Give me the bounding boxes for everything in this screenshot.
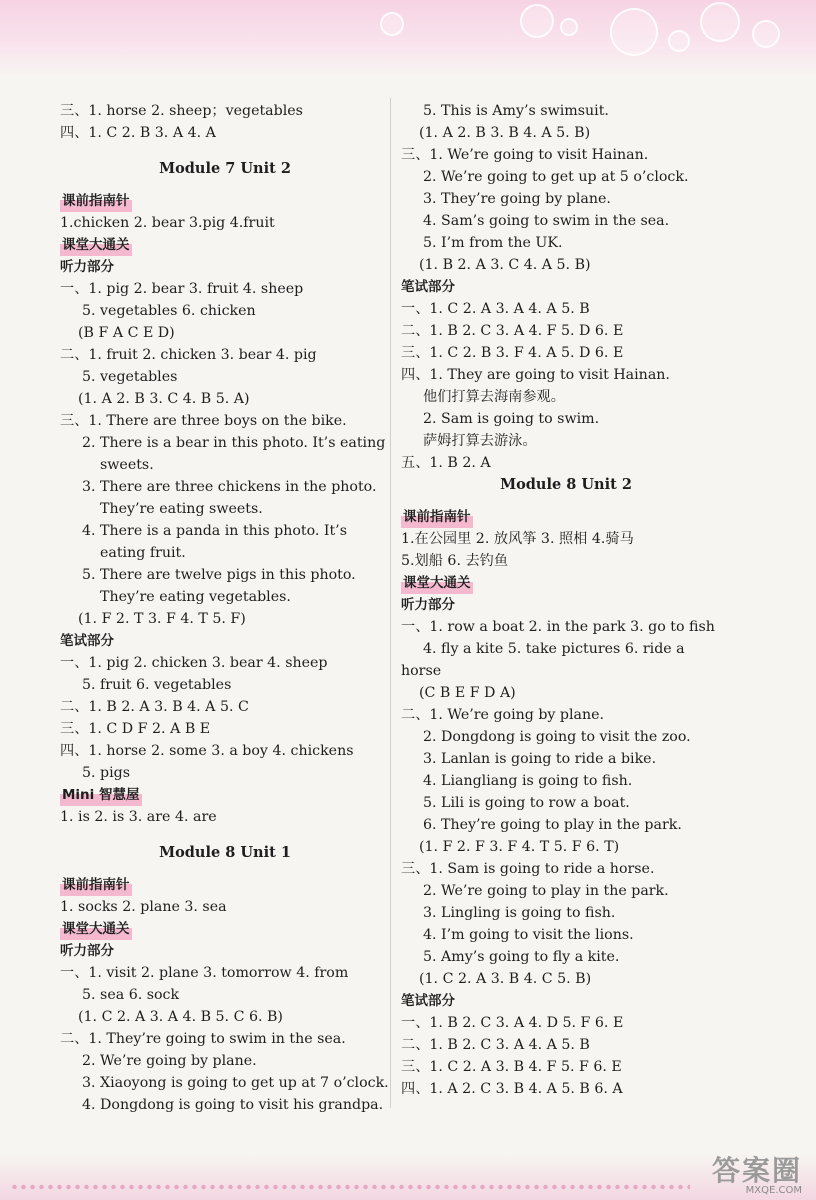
section-heading: Module 7 Unit 2 <box>159 160 291 177</box>
answer-line: 三、1. We’re going to visit Hainan. <box>401 147 649 163</box>
answer-line: 三、1. horse 2. sheep；vegetables <box>60 103 303 119</box>
answer-line: 他们打算去海南参观。 <box>423 389 565 405</box>
section-tag: 课堂大通关 <box>401 572 473 594</box>
answer-line: They’re eating vegetables. <box>100 589 291 605</box>
watermark-logo: 答案圈 <box>711 1154 802 1187</box>
decor-bubble <box>380 12 404 36</box>
decor-bubble <box>700 2 740 42</box>
answer-line: 2. There is a bear in this photo. It’s eating <box>82 435 386 451</box>
answer-line: (1. A 2. B 3. C 4. B 5. A) <box>78 391 250 407</box>
answer-line: 二、1. We’re going by plane. <box>401 707 605 723</box>
decor-bubble <box>560 18 578 36</box>
answer-line: 三、1. There are three boys on the bike. <box>60 413 347 429</box>
answer-line: 2. Sam is going to swim. <box>423 411 600 427</box>
answer-line: sweets. <box>100 457 154 473</box>
page-header-decoration <box>0 0 816 78</box>
subsection-label: 笔试部分 <box>401 993 455 1009</box>
answer-line: (1. A 2. B 3. B 4. A 5. B) <box>419 125 591 141</box>
watermark <box>684 1156 802 1196</box>
section-tag: 课前指南针 <box>60 190 132 212</box>
answer-line: (1. B 2. A 3. C 4. A 5. B) <box>419 257 591 273</box>
answer-line: 三、1. Sam is going to ride a horse. <box>401 861 655 877</box>
answer-line: 4. Liangliang is going to fish. <box>423 773 633 789</box>
answer-line: 一、1. pig 2. bear 3. fruit 4. sheep <box>60 281 304 297</box>
answer-line: 4. Sam’s going to swim in the sea. <box>423 213 670 229</box>
section-tag: 课前指南针 <box>401 506 473 528</box>
column-divider <box>390 98 391 1108</box>
answer-line: 4. Dongdong is going to visit his grandpa. <box>82 1097 384 1113</box>
answer-line: 2. We’re going to play in the park. <box>423 883 669 899</box>
answer-line: 3. Xiaoyong is going to get up at 7 o’clock. <box>82 1075 389 1091</box>
answer-line: 5. This is Amy’s swimsuit. <box>423 103 609 119</box>
section-tag: 课堂大通关 <box>60 918 132 940</box>
answer-line: 1.chicken 2. bear 3.pig 4.fruit <box>60 215 275 231</box>
answer-line: 四、1. C 2. B 3. A 4. A <box>60 125 216 141</box>
answer-line: They’re eating sweets. <box>100 501 263 517</box>
answer-line: 5. vegetables 6. chicken <box>82 303 256 319</box>
subsection-label: 听力部分 <box>401 597 455 613</box>
answer-line: 一、1. row a boat 2. in the park 3. go to fish <box>401 619 715 635</box>
answer-line: 二、1. They’re going to swim in the sea. <box>60 1031 346 1047</box>
answer-line: 三、1. C D F 2. A B E <box>60 721 211 737</box>
answer-line: (1. F 2. T 3. F 4. T 5. F) <box>78 611 246 627</box>
decor-bubble <box>610 8 658 56</box>
subsection-label: 听力部分 <box>60 943 114 959</box>
answer-line: 一、1. B 2. C 3. A 4. D 5. F 6. E <box>401 1015 624 1031</box>
answer-line: 5. pigs <box>82 765 131 781</box>
answer-line: 二、1. B 2. C 3. A 4. A 5. B <box>401 1037 590 1053</box>
answer-line: 2. Dongdong is going to visit the zoo. <box>423 729 691 745</box>
answer-line: 5. fruit 6. vegetables <box>82 677 232 693</box>
answer-line: 1. is 2. is 3. are 4. are <box>60 809 217 825</box>
answer-line: 5. Amy’s going to fly a kite. <box>423 949 620 965</box>
subsection-label: 笔试部分 <box>401 279 455 295</box>
answer-line: (1. C 2. A 3. B 4. C 5. B) <box>419 971 592 987</box>
answer-line: 三、1. C 2. B 3. F 4. A 5. D 6. E <box>401 345 624 361</box>
answer-line: 6. They’re going to play in the park. <box>423 817 682 833</box>
answer-line: 1. socks 2. plane 3. sea <box>60 899 227 915</box>
answer-line: 二、1. fruit 2. chicken 3. bear 4. pig <box>60 347 317 363</box>
answer-line: 5. vegetables <box>82 369 178 385</box>
answer-line: 5. Lili is going to row a boat. <box>423 795 630 811</box>
section-tag: 课堂大通关 <box>60 234 132 256</box>
answer-line: 4. fly a kite 5. take pictures 6. ride a <box>423 641 685 657</box>
answer-line: 4. There is a panda in this photo. It’s <box>82 523 347 539</box>
footer-dots <box>10 1182 690 1192</box>
answer-line: 五、1. B 2. A <box>401 455 491 471</box>
answer-line: 5. There are twelve pigs in this photo. <box>82 567 356 583</box>
right-column <box>401 100 731 1100</box>
answer-line: 一、1. pig 2. chicken 3. bear 4. sheep <box>60 655 328 671</box>
section-heading: Module 8 Unit 1 <box>159 844 291 861</box>
answer-line: 一、1. visit 2. plane 3. tomorrow 4. from <box>60 965 349 981</box>
watermark-url: MXQE.COM <box>745 1185 802 1196</box>
answer-line: 1.在公园里 2. 放风筝 3. 照相 4.骑马 <box>401 531 634 547</box>
answer-line: 四、1. A 2. C 3. B 4. A 5. B 6. A <box>401 1081 623 1097</box>
decor-bubble <box>752 20 780 48</box>
answer-line: 二、1. B 2. A 3. B 4. A 5. C <box>60 699 249 715</box>
answer-line: 萨姆打算去游泳。 <box>423 433 537 449</box>
answer-line: 4. I’m going to visit the lions. <box>423 927 634 943</box>
section-heading: Module 8 Unit 2 <box>500 476 632 493</box>
answer-line: 3. Lanlan is going to ride a bike. <box>423 751 657 767</box>
answer-line: 5. sea 6. sock <box>82 987 180 1003</box>
decor-bubble <box>520 4 554 38</box>
answer-line: 3. Lingling is going to fish. <box>423 905 616 921</box>
answer-line: eating fruit. <box>100 545 186 561</box>
left-column <box>60 100 390 1116</box>
answer-line: 二、1. B 2. C 3. A 4. F 5. D 6. E <box>401 323 624 339</box>
subsection-label: 听力部分 <box>60 259 114 275</box>
answer-line: 5. I’m from the UK. <box>423 235 563 251</box>
section-tag: 课前指南针 <box>60 874 132 896</box>
answer-line: 2. We’re going by plane. <box>82 1053 257 1069</box>
subsection-label: 笔试部分 <box>60 633 114 649</box>
answer-line: 一、1. C 2. A 3. A 4. A 5. B <box>401 301 590 317</box>
answer-line: horse <box>401 663 442 679</box>
answer-line: 三、1. C 2. A 3. B 4. F 5. F 6. E <box>401 1059 622 1075</box>
answer-line: 5.划船 6. 去钓鱼 <box>401 553 509 569</box>
answer-line: 四、1. horse 2. some 3. a boy 4. chickens <box>60 743 354 759</box>
answer-line: 3. There are three chickens in the photo. <box>82 479 377 495</box>
answer-line: 四、1. They are going to visit Hainan. <box>401 367 670 383</box>
decor-bubble <box>668 30 690 52</box>
answer-line: (1. F 2. F 3. F 4. T 5. F 6. T) <box>419 839 620 855</box>
section-tag: Mini 智慧屋 <box>60 784 142 806</box>
answer-line: (1. C 2. A 3. A 4. B 5. C 6. B) <box>78 1009 283 1025</box>
answer-line: (C B E F D A) <box>419 685 516 701</box>
answer-line: (B F A C E D) <box>78 325 175 341</box>
answer-line: 3. They’re going by plane. <box>423 191 611 207</box>
answer-line: 2. We’re going to get up at 5 o’clock. <box>423 169 689 185</box>
